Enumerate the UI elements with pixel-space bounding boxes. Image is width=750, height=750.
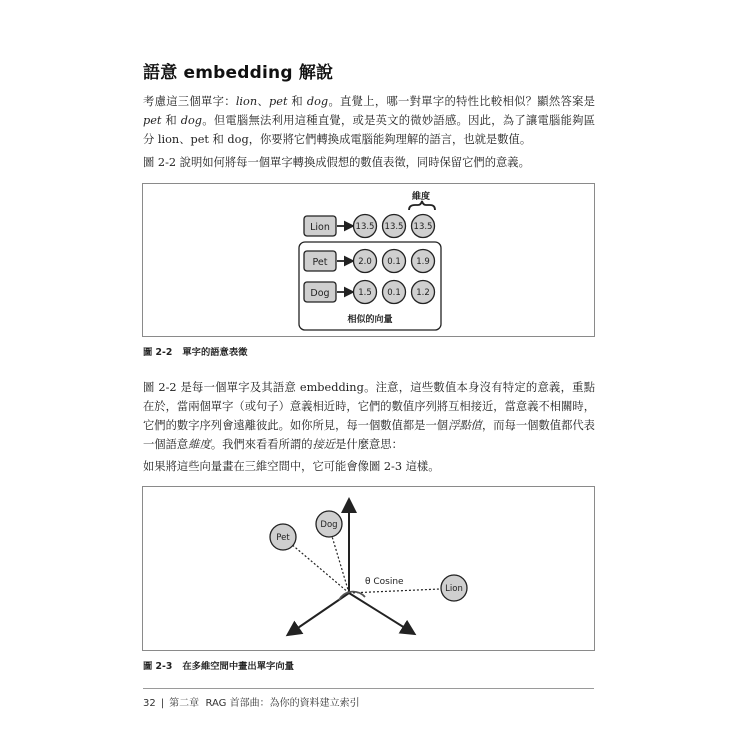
vector-diagram <box>143 184 594 336</box>
lion-vector <box>349 589 440 593</box>
word-label: Lion <box>310 222 330 233</box>
value-label: 0.1 <box>387 288 401 298</box>
y-axis <box>349 593 413 633</box>
figure-2-3-caption <box>143 658 294 672</box>
caption-text: 單字的語意表徵 <box>182 347 248 358</box>
value-label: 1.9 <box>416 257 430 267</box>
figure-2-2-caption <box>143 344 247 358</box>
footer-divider <box>143 688 594 689</box>
paragraph-figure-intro: 圖 2-2 說明如何將每一個單字轉換成假想的數值表徵，同時保留它們的意義。 <box>143 156 530 169</box>
dog-vector <box>331 533 349 593</box>
page-footer <box>143 694 360 709</box>
value-label: 13.5 <box>384 222 404 232</box>
footer-separator: | <box>160 698 165 709</box>
paragraph-3d-intro: 如果將這些向量畫在三維空間中，它可能會像圖 2-3 這樣。 <box>143 460 440 473</box>
dog-label: Dog <box>320 520 338 530</box>
paragraph-intro: 考慮這三個單字：lion、pet 和 dog。直覺上，哪一對單字的特性比較相似？顯然答案是 pet 和 dog。但電腦無法利用這種直覺，或是英文的微妙語感。因此，為了讓電腦能夠區分 lion、pet 和 dog，你要將它們轉換成電腦能夠理解的語言，也就是數值。 <box>143 95 595 146</box>
figure-2-2 <box>142 183 595 337</box>
dog-row <box>304 281 435 304</box>
figure-2-3 <box>142 486 595 651</box>
section-heading: 語意 embedding 解說 <box>143 63 334 83</box>
value-label: 13.5 <box>413 222 433 232</box>
lion-label: Lion <box>445 584 463 594</box>
caption-number: 圖 2-3 <box>143 661 173 672</box>
angle-label: θ Cosine <box>365 577 404 587</box>
chapter-title: RAG 首部曲：為你的資料建立索引 <box>205 698 360 709</box>
value-label: 13.5 <box>355 222 375 232</box>
word-label: Dog <box>310 288 330 299</box>
pet-label: Pet <box>276 533 290 543</box>
caption-text: 在多維空間中畫出單字向量 <box>182 661 294 672</box>
pet-vector <box>290 543 349 593</box>
pet-row <box>304 250 435 273</box>
caption-number: 圖 2-2 <box>143 347 173 358</box>
word-label: Pet <box>312 257 328 268</box>
dimension-brace <box>409 201 435 210</box>
lion-row <box>304 215 435 238</box>
group-label: 相似的向量 <box>347 315 393 325</box>
value-label: 0.1 <box>387 257 401 267</box>
value-label: 1.5 <box>358 288 372 298</box>
page-number: 32 <box>143 698 156 709</box>
dimension-label: 維度 <box>411 192 431 202</box>
value-label: 2.0 <box>358 257 372 267</box>
chapter-label: 第二章 <box>169 698 200 709</box>
paragraph-explanation: 圖 2-2 是每一個單字及其語意 embedding。注意，這些數值本身沒有特定的意義，重點在於，當兩個單字（或句子）意義相近時，它們的數值序列將互相接近，當意義不相關時，它們的數字序列會遠離彼此。如你所見，每一個數值都是一個浮點值，而每一個數值都代表一個語意維度。我們來看看所謂的接近是什麼意思： <box>143 381 595 451</box>
value-label: 1.2 <box>416 288 430 298</box>
3d-vector-diagram <box>143 487 594 650</box>
